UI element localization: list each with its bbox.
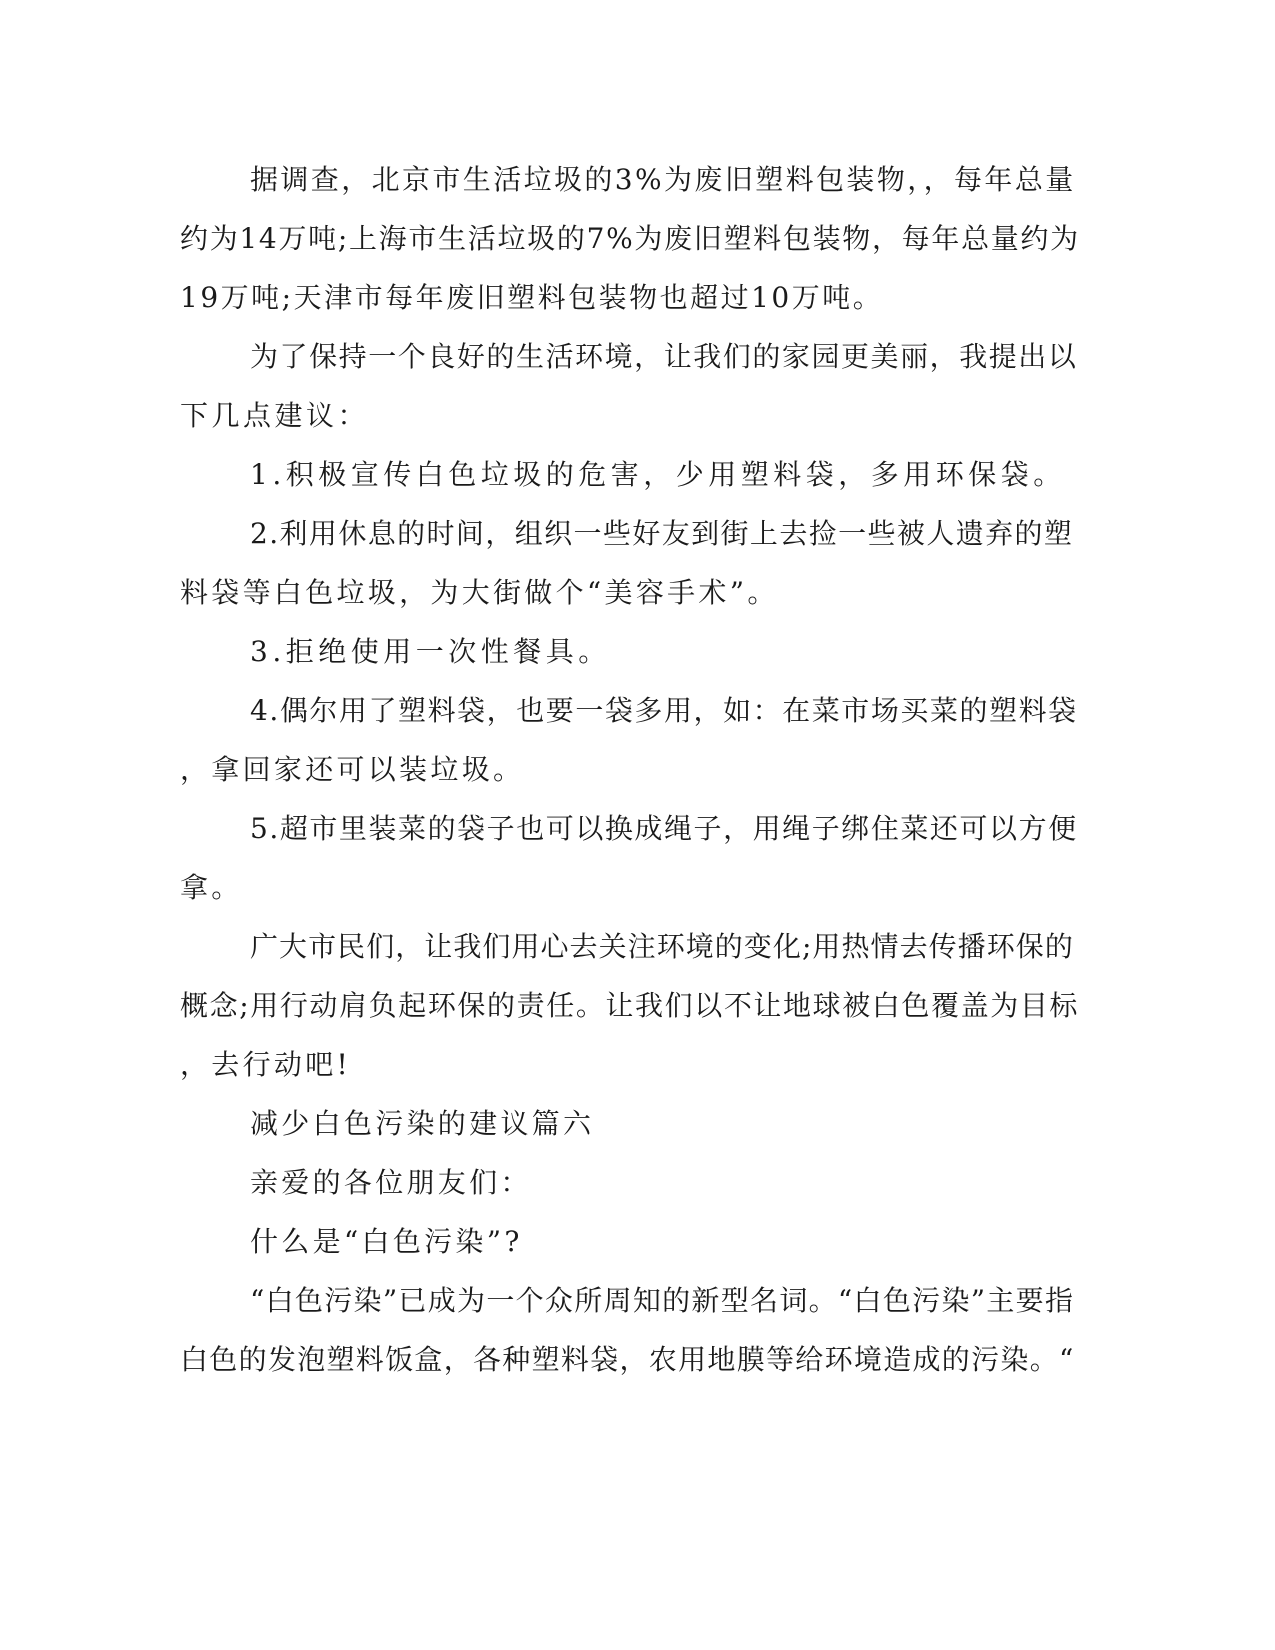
- list-item: 4.偶尔用了塑料袋，也要一袋多用，如：在菜市场买菜的塑料袋: [250, 694, 1078, 727]
- list-item: 1.积极宣传白色垃圾的危害，少用塑料袋，多用环保袋。: [250, 458, 1066, 491]
- paragraph-line: 下几点建议：: [180, 399, 370, 432]
- list-item: 2.利用休息的时间，组织一些好友到街上去捡一些被人遗弃的塑: [250, 517, 1074, 550]
- list-item: 3.拒绝使用一次性餐具。: [250, 635, 611, 668]
- paragraph-line: ，去行动吧!: [180, 1048, 352, 1081]
- paragraph-line: 为了保持一个良好的生活环境，让我们的家园更美丽，我提出以: [250, 340, 1078, 373]
- list-item: 5.超市里装菜的袋子也可以换成绳子，用绳子绑住菜还可以方便: [250, 812, 1078, 845]
- paragraph-line: 概念;用行动肩负起环保的责任。让我们以不让地球被白色覆盖为目标: [180, 989, 1080, 1022]
- salutation: 亲爱的各位朋友们：: [250, 1166, 532, 1199]
- paragraph-line: 广大市民们，让我们用心去关注环境的变化;用热情去传播环保的: [250, 930, 1074, 963]
- paragraph-line: 什么是“白色污染”?: [250, 1225, 523, 1258]
- paragraph-line: 约为14万吨;上海市生活垃圾的7%为废旧塑料包装物，每年总量约为: [180, 222, 1080, 255]
- paragraph-line: 19万吨;天津市每年废旧塑料包装物也超过10万吨。: [180, 281, 884, 314]
- paragraph-line: 拿。: [180, 871, 243, 904]
- paragraph-line: ，拿回家还可以装垃圾。: [180, 753, 525, 786]
- paragraph-line: 料袋等白色垃圾，为大街做个“美容手术”。: [180, 576, 779, 609]
- paragraph-line: 白色的发泡塑料饭盒，各种塑料袋，农用地膜等给环境造成的污染。“: [180, 1343, 1075, 1376]
- paragraph-line: 据调查，北京市生活垃圾的3%为废旧塑料包装物，，每年总量: [250, 163, 1076, 196]
- paragraph-line: “白色污染”已成为一个众所周知的新型名词。“白色污染”主要指: [250, 1284, 1075, 1317]
- section-heading: 减少白色污染的建议篇六: [250, 1107, 595, 1140]
